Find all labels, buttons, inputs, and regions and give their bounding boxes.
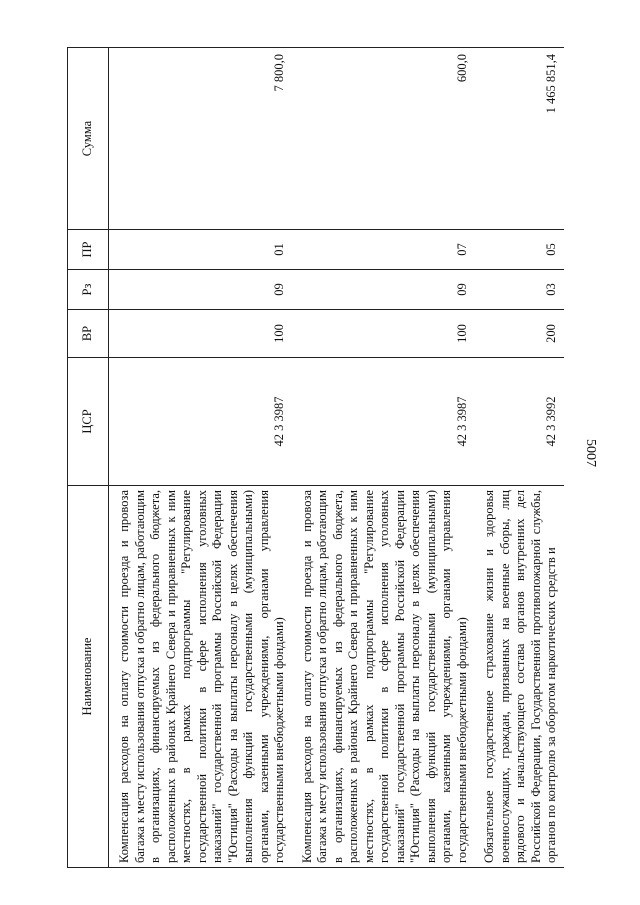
- row-vr-cell: 100: [109, 310, 292, 358]
- column-header-rz: Рз: [68, 270, 109, 310]
- budget-table-sheet: [67, 48, 587, 868]
- row-rz-cell: 09: [292, 270, 475, 310]
- row-name-cell: Компенсация расходов на оплату стоимости проезда и провоза багажа к месту использования отпуска и обратно лицам, работающим в организациях, финансируемых из федерального бюджета, расположенных в районах Крайнего Севера и приравненных к ним местностях, в рамках подпрограммы "Регулирование государственной политики в сфере исполнения уголовных наказаний" государственной программы Российской Федерации "Юстиция" (Расходы на выплаты персоналу в целях обеспечения выполнения функций государственными (муниципальными) органами, казенными учреждениями, органами управления государственными внебюджетными фондами): [109, 486, 292, 868]
- row-vr-cell: 200: [474, 310, 564, 358]
- row-name-cell: Обязательное государственное страхование жизни и здоровья военнослужащих, граждан, призванных на военные сборы, лиц рядового и начальствующего состава органов внутренних дел Российской Федерации, Государственной противопожарной службы, органов по контролю за оборотом наркотических средств и: [474, 486, 564, 868]
- budget-table: [67, 47, 564, 868]
- row-csr-cell: 42 3 3992: [474, 358, 564, 486]
- row-name-cell: Компенсация расходов на оплату стоимости проезда и провоза багажа к месту использования отпуска и обратно лицам, работающим в организациях, финансируемых из федерального бюджета, расположенных в районах Крайнего Севера и приравненных к ним местностях, в рамках подпрограммы "Регулирование государственной политики в сфере исполнения уголовных наказаний" государственной программы Российской Федерации "Юстиция" (Расходы на выплаты персоналу в целях обеспечения выполнения функций государственными (муниципальными) органами, казенными учреждениями, органами управления государственными внебюджетными фондами): [292, 486, 475, 868]
- row-pr-cell: 07: [292, 230, 475, 270]
- row-rz-cell: 03: [474, 270, 564, 310]
- row-sum-cell: 7 800,0: [109, 48, 292, 230]
- row-vr-cell: 100: [292, 310, 475, 358]
- table-row: [292, 48, 475, 868]
- page-number: 5007: [583, 439, 598, 467]
- column-header-vr: ВР: [68, 310, 109, 358]
- column-header-name: Наименование: [68, 486, 109, 868]
- column-header-pr: ПР: [68, 230, 109, 270]
- column-header-sum: Сумма: [68, 48, 109, 230]
- row-csr-cell: 42 3 3987: [292, 358, 475, 486]
- row-csr-cell: 42 3 3987: [109, 358, 292, 486]
- table-row: [474, 48, 564, 868]
- row-sum-cell: 1 465 851,4: [474, 48, 564, 230]
- table-row: [109, 48, 292, 868]
- row-rz-cell: 09: [109, 270, 292, 310]
- table-header-row: [68, 48, 109, 868]
- row-sum-cell: 600,0: [292, 48, 475, 230]
- column-header-csr: ЦСР: [68, 358, 109, 486]
- row-pr-cell: 05: [474, 230, 564, 270]
- row-pr-cell: 01: [109, 230, 292, 270]
